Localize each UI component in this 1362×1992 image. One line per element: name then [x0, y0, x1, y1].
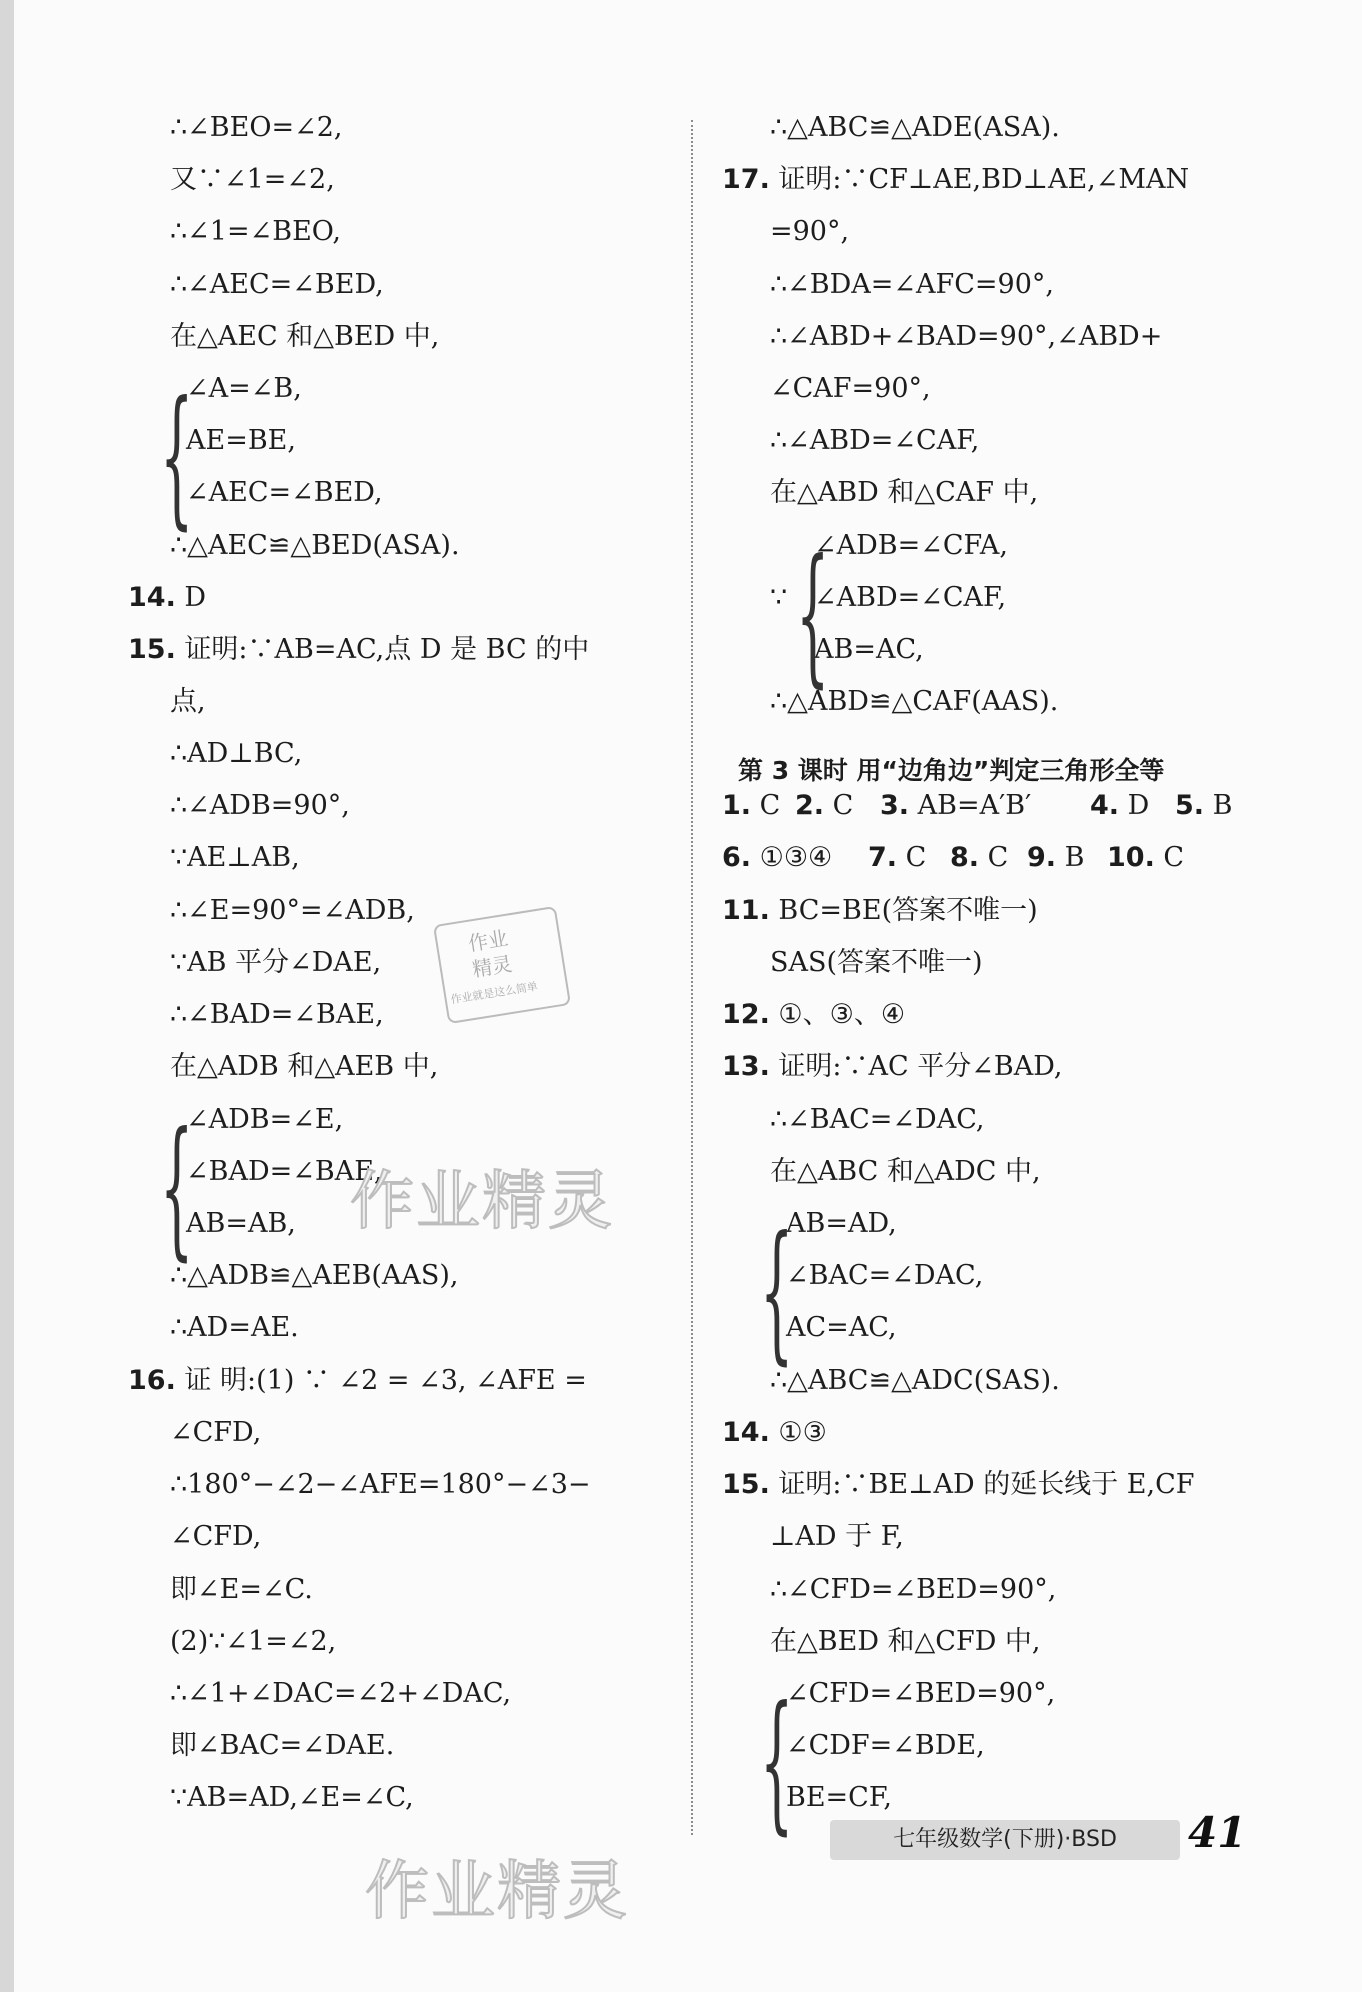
answer-text: SAS(答案不唯一) — [770, 947, 983, 978]
answer-text: C — [824, 790, 854, 821]
answer-text: BE=CF, — [786, 1782, 892, 1813]
answer-text: C — [979, 842, 1009, 873]
question-number: 9. — [1027, 842, 1057, 873]
answer-line — [786, 1677, 1055, 1711]
answer-line — [770, 946, 983, 980]
answer-line — [1090, 789, 1149, 823]
answer-line — [170, 685, 206, 719]
answer-text: ∴∠1+∠DAC=∠2+∠DAC, — [170, 1678, 512, 1709]
answer-text: ∠CFD=∠BED=90°, — [786, 1678, 1056, 1709]
answer-text: 在△ADB 和△AEB 中, — [170, 1051, 439, 1082]
answer-text: 证明:∵CF⊥AE,BD⊥AE,∠MAN — [769, 164, 1190, 195]
answer-line — [770, 1573, 1056, 1607]
answer-text: ①③④ — [751, 842, 833, 873]
answer-text: ①、③、④ — [769, 999, 906, 1030]
answer-line — [786, 1259, 983, 1293]
answer-line — [722, 789, 780, 823]
answer-text: ∴△ABD≌△CAF(AAS). — [770, 686, 1059, 717]
answer-line — [170, 1259, 459, 1293]
answer-text: ∴∠ADB=90°, — [170, 790, 350, 821]
answer-line — [770, 581, 787, 615]
answer-line — [786, 1781, 892, 1815]
answer-line — [786, 1729, 985, 1763]
answer-text: AB=AC, — [814, 634, 924, 665]
answer-line — [786, 1207, 897, 1241]
watermark-stamp — [433, 906, 571, 1024]
system-brace: { — [760, 1205, 794, 1379]
answer-line — [170, 1625, 336, 1659]
answer-text: 即∠E=∠C. — [170, 1574, 313, 1605]
answer-text: ∠BAD=∠BAE, — [186, 1156, 383, 1187]
answer-text: ∴∠BDA=∠AFC=90°, — [770, 269, 1054, 300]
answer-text: 即∠BAC=∠DAE. — [170, 1730, 395, 1761]
question-number: 5. — [1175, 790, 1205, 821]
answer-text: 证明:∵AC 平分∠BAD, — [769, 1051, 1063, 1082]
answer-text: AE=BE, — [186, 425, 296, 456]
answer-text: ∠A=∠B, — [186, 373, 302, 404]
answer-text: ∴△ABC≌△ADC(SAS). — [770, 1365, 1060, 1396]
answer-text: ∠CAF=90°, — [770, 373, 931, 404]
answer-line — [1175, 789, 1232, 823]
answer-line — [170, 789, 350, 823]
answer-line — [186, 372, 302, 406]
answer-text: ∴∠ABD+∠BAD=90°,∠ABD+ — [770, 321, 1163, 352]
question-number: 15. — [128, 634, 176, 665]
stamp-text: 作业就是这么简单 — [449, 979, 539, 1007]
answer-line — [170, 320, 439, 354]
system-brace: { — [160, 1101, 194, 1275]
answer-line — [170, 737, 302, 771]
question-number: 12. — [722, 999, 770, 1030]
answer-line — [186, 1103, 343, 1137]
stamp-text: 作业 — [466, 925, 510, 956]
answer-line — [1027, 841, 1084, 875]
answer-line — [770, 111, 1060, 145]
answer-text: ∠ABD=∠CAF, — [814, 582, 1007, 613]
answer-line — [770, 215, 849, 249]
answer-line — [170, 215, 341, 249]
answer-line — [186, 1207, 296, 1241]
answer-text: ∴△ABC≌△ADE(ASA). — [770, 112, 1060, 143]
answer-text: ∴∠BAD=∠BAE, — [170, 999, 384, 1030]
system-brace: { — [796, 528, 830, 702]
answer-line — [950, 841, 1008, 875]
answer-text: ∴180°−∠2−∠AFE=180°−∠3− — [170, 1469, 591, 1500]
answer-line — [722, 894, 1038, 928]
answer-text: ∠ADB=∠E, — [186, 1104, 344, 1135]
answer-text: ∵AE⊥AB, — [170, 842, 300, 873]
question-number: 7. — [868, 842, 898, 873]
answer-line — [170, 1416, 261, 1450]
answer-line — [722, 1468, 1194, 1502]
answer-line — [170, 841, 300, 875]
answer-line — [186, 476, 383, 510]
answer-line — [170, 1573, 313, 1607]
answer-text: ∴∠AEC=∠BED, — [170, 269, 384, 300]
answer-text: AC=AC, — [786, 1312, 897, 1343]
answer-text: ∵AB=AD,∠E=∠C, — [170, 1782, 414, 1813]
answer-text: ∴∠1=∠BEO, — [170, 216, 341, 247]
question-number: 10. — [1107, 842, 1155, 873]
answer-text: (2)∵∠1=∠2, — [170, 1626, 337, 1657]
answer-line — [170, 894, 415, 928]
answer-line — [786, 1311, 897, 1345]
answer-line — [770, 1625, 1041, 1659]
answer-text: ∵ — [770, 582, 788, 613]
question-number: 14. — [128, 582, 176, 613]
answer-text: ∴∠E=90°=∠ADB, — [170, 895, 415, 926]
question-number: 8. — [950, 842, 980, 873]
answer-line — [868, 841, 926, 875]
answer-text: C — [897, 842, 927, 873]
answer-text: 又∵∠1=∠2, — [170, 164, 335, 195]
answer-line — [770, 1155, 1041, 1189]
question-number: 14. — [722, 1417, 770, 1448]
answer-line — [814, 529, 1008, 563]
answer-line — [722, 1416, 827, 1450]
answer-line — [170, 1468, 591, 1502]
answer-line — [722, 163, 1189, 197]
system-brace: { — [160, 370, 194, 544]
answer-line — [170, 1520, 261, 1554]
question-number: 6. — [722, 842, 752, 873]
answer-text: ∠AEC=∠BED, — [186, 477, 383, 508]
answer-line — [170, 268, 384, 302]
answer-text: =90°, — [770, 216, 850, 247]
answer-line — [170, 946, 381, 980]
answer-text: B — [1204, 790, 1233, 821]
question-number: 2. — [795, 790, 825, 821]
answer-line — [770, 476, 1038, 510]
answer-line — [814, 581, 1006, 615]
question-number: 16. — [128, 1365, 176, 1396]
answer-text: B — [1056, 842, 1085, 873]
answer-text: ∴∠ABD=∠CAF, — [770, 425, 980, 456]
watermark-text: 作业精灵 — [350, 1165, 614, 1239]
answer-text: 在△AEC 和△BED 中, — [170, 321, 440, 352]
answer-line — [170, 163, 335, 197]
answer-text: 在△ABD 和△CAF 中, — [770, 477, 1039, 508]
question-number: 3. — [880, 790, 910, 821]
answer-line — [128, 633, 589, 667]
question-number: 13. — [722, 1051, 770, 1082]
answer-line — [770, 1520, 904, 1554]
answer-line — [186, 424, 296, 458]
column-divider — [691, 120, 693, 1835]
answer-text: 在△BED 和△CFD 中, — [770, 1626, 1041, 1657]
answer-line — [170, 1781, 414, 1815]
answer-text: 证明:∵AB=AC,点 D 是 BC 的中 — [175, 634, 590, 665]
stamp-text: 精灵 — [470, 951, 514, 982]
answer-line — [770, 372, 931, 406]
answer-text: BC=BE(答案不唯一) — [769, 895, 1038, 926]
answer-line — [770, 320, 1162, 354]
question-number: 11. — [722, 895, 770, 926]
answer-line — [770, 1364, 1060, 1398]
answer-text: AB=AD, — [786, 1208, 897, 1239]
answer-text: 证 明:(1) ∵ ∠2 = ∠3, ∠AFE = — [175, 1365, 587, 1396]
answer-text: ∠BAC=∠DAC, — [786, 1260, 984, 1291]
answer-line — [1107, 841, 1184, 875]
answer-line — [170, 1050, 438, 1084]
watermark-text: 作业精灵 — [365, 1855, 629, 1929]
answer-text: AB=AB, — [186, 1208, 296, 1239]
answer-text: ∠CFD, — [170, 1417, 262, 1448]
question-number: 17. — [722, 164, 770, 195]
footer-book-title: 七年级数学(下册)·BSD — [893, 1827, 1117, 1852]
answer-text: D — [175, 582, 207, 613]
answer-text: ∴∠BEO=∠2, — [170, 112, 343, 143]
answer-line — [170, 1677, 511, 1711]
answer-text: ∠CFD, — [170, 1521, 262, 1552]
answer-text: 证明:∵BE⊥AD 的延长线于 E,CF — [769, 1469, 1195, 1500]
answer-text: D — [1119, 790, 1150, 821]
answer-text: ∴∠BAC=∠DAC, — [770, 1104, 985, 1135]
answer-line — [770, 268, 1054, 302]
system-brace: { — [760, 1675, 794, 1849]
answer-text: AB=A′B′ — [909, 790, 1032, 821]
answer-text: C — [751, 790, 781, 821]
answer-text: ∵AB 平分∠DAE, — [170, 947, 382, 978]
answer-line — [880, 789, 1031, 823]
answer-line — [170, 998, 384, 1032]
answer-line — [770, 424, 979, 458]
answer-text: ①③ — [769, 1417, 827, 1448]
page-number: 41 — [1188, 1808, 1247, 1857]
answer-line — [814, 633, 924, 667]
answer-text: ∴∠CFD=∠BED=90°, — [770, 1574, 1057, 1605]
answer-text: C — [1154, 842, 1185, 873]
answer-text: ∠CDF=∠BDE, — [786, 1730, 985, 1761]
answer-text: ⊥AD 于 F, — [770, 1521, 904, 1552]
answer-text: ∴△AEC≌△BED(ASA). — [170, 530, 460, 561]
answer-line — [170, 1729, 394, 1763]
answer-text: 点, — [170, 686, 206, 717]
answer-line — [128, 1364, 587, 1398]
answer-line — [722, 1050, 1063, 1084]
answer-line — [170, 1311, 299, 1345]
answer-line — [128, 581, 206, 615]
section-title: 第 3 课时 用“边角边”判定三角形全等 — [738, 756, 1165, 785]
answer-line — [770, 1103, 984, 1137]
answer-text: ∴AD⊥BC, — [170, 738, 303, 769]
question-number: 15. — [722, 1469, 770, 1500]
page-edge-shadow — [0, 0, 14, 1992]
answer-line — [170, 111, 343, 145]
answer-line — [722, 998, 905, 1032]
answer-text: 在△ABC 和△ADC 中, — [770, 1156, 1041, 1187]
question-number: 4. — [1090, 790, 1120, 821]
answer-line — [795, 789, 853, 823]
answer-text: ∴△ADB≌△AEB(AAS), — [170, 1260, 459, 1291]
answer-text: ∠ADB=∠CFA, — [814, 530, 1008, 561]
answer-text: ∴AD=AE. — [170, 1312, 299, 1343]
answer-line — [170, 529, 460, 563]
question-number: 1. — [722, 790, 752, 821]
answer-line — [722, 841, 832, 875]
